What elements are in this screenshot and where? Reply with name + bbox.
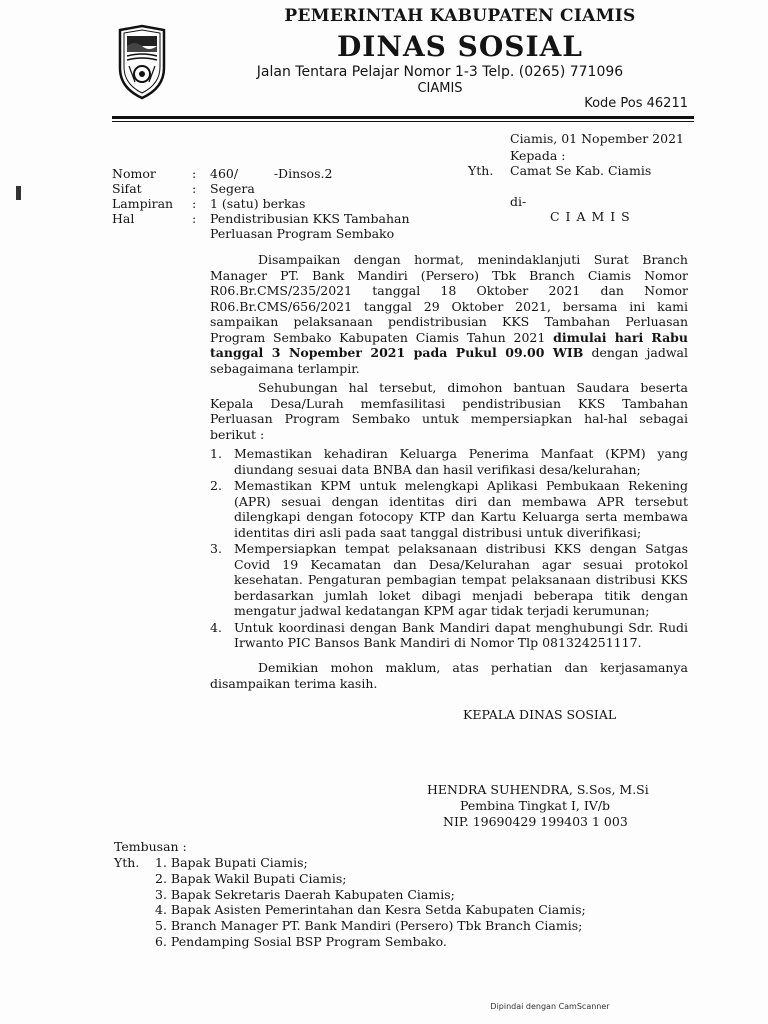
list-item: 4. Untuk koordinasi dengan Bank Mandiri dapat menghubungi Sdr. Rudi Irwanto PIC Bansos Bank Mandiri di Nomor Tlp 081324251117. — [210, 619, 688, 650]
agency-city: CIAMIS — [417, 81, 463, 96]
letterhead-divider-thick — [112, 116, 694, 119]
recipient-kepada: Kepada : — [510, 148, 566, 163]
meta-sifat-label: Sifat — [112, 181, 142, 196]
list-item: 3. Bapak Sekretaris Daerah Kabupaten Ciamis; — [155, 886, 455, 902]
body-paragraph-1 — [210, 252, 688, 376]
paragraph-1-text: Disampaikan dengan hormat, menindaklanjuti Surat Branch Manager PT. Bank Mandiri (Persero) Tbk Branch Ciamis Nomor R06.Br.CMS/235/2021 tanggal 18 Oktober 2021 dan Nomor R06.Br.CMS/656/2021 tanggal 29 Oktober 2021, bersama ini kami sampaikan pelaksanaan pendistribusian KKS Tambahan Perluasan Program Sembako Kabupaten Ciamis Tahun 2021 — [210, 252, 688, 345]
list-item: 5. Branch Manager PT. Bank Mandiri (Persero) Tbk Branch Ciamis; — [155, 918, 583, 934]
meta-lampiran-value: 1 (satu) berkas — [210, 196, 306, 211]
signature-rank: Pembina Tingkat I, IV/b — [460, 798, 611, 813]
list-item: 1. Memastikan kehadiran Keluarga Penerima Manfaat (KPM) yang diundang sesuai data BNBA dan hasil verifikasi desa/kelurahan; — [210, 446, 688, 477]
scan-artifact-mark — [16, 186, 21, 200]
cc-label: Tembusan : — [114, 839, 187, 854]
signature-nip: NIP. 19690429 199403 1 003 — [443, 814, 628, 829]
meta-nomor-value: 460/ -Dinsos.2 — [210, 166, 333, 181]
signature-title: KEPALA DINAS SOSIAL — [463, 707, 617, 722]
scanner-watermark: Dipindai dengan CamScanner — [490, 1002, 610, 1011]
requirements-list — [210, 446, 688, 652]
meta-hal-value-line2: Perluasan Program Sembako — [210, 226, 395, 241]
letter-date: Ciamis, 01 Nopember 2021 — [510, 131, 684, 146]
regency-emblem-logo — [117, 24, 167, 100]
recipient-yth: Yth. — [468, 163, 494, 178]
list-item: 4. Bapak Asisten Pemerintahan dan Kesra Setda Kabupaten Ciamis; — [155, 902, 586, 918]
meta-nomor-label: Nomor — [112, 166, 156, 181]
recipient-di: di- — [510, 194, 527, 209]
meta-hal-value-line1: Pendistribusian KKS Tambahan — [210, 211, 410, 226]
meta-colon: : — [192, 166, 197, 181]
list-item: 2. Memastikan KPM untuk melengkapi Aplikasi Pembukaan Rekening (APR) sesuai dengan identitas diri dan membawa APR tersebut dilengkapi dengan fotocopy KTP dan Kartu Keluarga serta membawa identitas diri asli pada saat tanggal distribusi untuk diverifikasi; — [210, 478, 688, 540]
cc-yth: Yth. — [114, 855, 140, 870]
meta-lampiran-label: Lampiran — [112, 196, 174, 211]
list-item: 2. Bapak Wakil Bupati Ciamis; — [155, 870, 347, 886]
meta-sifat-value: Segera — [210, 181, 255, 196]
paragraph-1-bold: dimulai hari Rabu tanggal 3 Nopember 2021 pada Pukul 09.00 WIB — [210, 329, 688, 360]
recipient-place: C I A M I S — [550, 209, 631, 224]
body-paragraph-2: Sehubungan hal tersebut, dimohon bantuan Saudara beserta Kepala Desa/Lurah memfasilitasi pendistribusian KKS Tambahan Perluasan Program Sembako untuk mempersiapkan hal-hal sebagai berikut : — [210, 380, 688, 442]
closing-paragraph: Demikian mohon maklum, atas perhatian dan kerjasamanya disampaikan terima kasih. — [210, 660, 688, 691]
cc-list — [155, 855, 586, 950]
postal-code: Kode Pos 46211 — [584, 96, 688, 111]
list-item: 1. Bapak Bupati Ciamis; — [155, 855, 308, 870]
paragraph-1-tail: dengan jadwal sebagaimana terlampir. — [210, 345, 688, 376]
meta-colon: : — [192, 211, 197, 226]
signature-name: HENDRA SUHENDRA, S.Sos, M.Si — [427, 782, 649, 797]
letterhead-divider-thin — [112, 121, 694, 122]
agency-name: DINAS SOSIAL — [336, 30, 583, 63]
list-item: 6. Pendamping Sosial BSP Program Sembako. — [155, 933, 447, 949]
list-item: 3. Mempersiapkan tempat pelaksanaan distribusi KKS dengan Satgas Covid 19 Kecamatan dan Desa/Kelurahan agar sesuai protokol kesehatan. Pengaturan pembagian tempat pelaksanaan distribusi KKS berdasarkan jumlah loket dibagi menjadi beberapa titik dengan mengatur jadwal kedatangan KPM agar tidak terjadi kerumunan; — [210, 541, 688, 618]
meta-colon: : — [192, 196, 197, 211]
agency-address: Jalan Tentara Pelajar Nomor 1-3 Telp. (0265) 771096 — [256, 64, 624, 80]
meta-colon: : — [192, 181, 197, 196]
government-name: PEMERINTAH KABUPATEN CIAMIS — [284, 6, 636, 26]
recipient-name: Camat Se Kab. Ciamis — [510, 163, 652, 178]
meta-hal-label: Hal — [112, 211, 135, 226]
